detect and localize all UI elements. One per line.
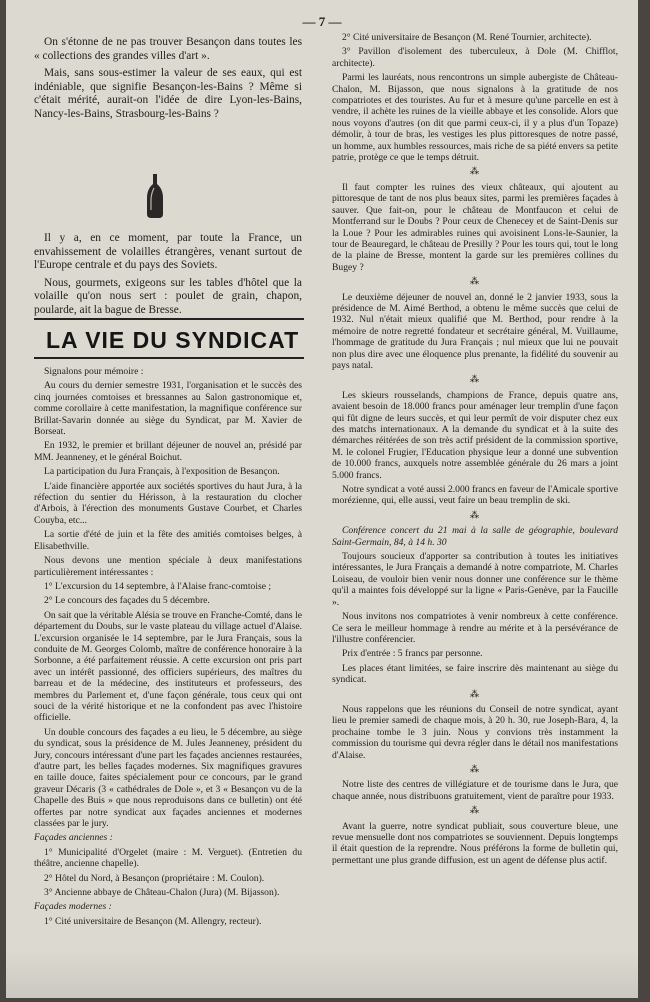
paragraph: 2° Le concours des façades du 5 décembre.	[44, 595, 210, 607]
paragraph: Les skieurs rousselands, champions de France, depuis quatre ans, avaient besoin de 18.000 francs pour aménager leur tremplin d'une façon qui fût digne de leurs succès, et qui leur permît de voir disputer chez eux des matchs internationaux. A la demande du syndicat et à la suite des démarches réitérées de son très actif président de la commission sportive, M. le colonel Frugier, l'Education physique leur a donné une subvention de 10.000 francs, auxquels notre assemblée générale du 26 mars a joint 5.000 francs.	[332, 389, 618, 481]
asterism-icon: ⁂	[470, 805, 480, 816]
page-number: — 7 —	[302, 14, 342, 29]
asterism-icon: ⁂	[470, 763, 480, 774]
paragraph: Signalons pour mémoire :	[44, 366, 144, 377]
paragraph: Il y a, en ce moment, par toute la France, un envahissement de volailles étrangères, venant surtout de l'Europe centrale et du pays des Soviets.	[34, 232, 302, 272]
paragraph: Parmi les lauréats, nous rencontrons un simple aubergiste de Château-Chalon, M. Bijasson, que nous signalons à la gratitude de nos compatriotes et des touristes. Au fur et à mesure qu'une parcelle en est à vendre, il achète les ruines de la vieille abbaye et les consolide. Alors que nous voyons d'autres (on dit que parmi ceux-ci, il y a plus d'un Topaze) démolir, à tour de bras, les vestiges les plus pittoresques de notre passé, un homme, aux humbles ressources, mais riche de sa piété envers sa petite patrie, protège ce que le temps détruit.	[332, 72, 618, 164]
paragraph: Nous invitons nos compatriotes à venir nombreux à cette conférence. Ce sera le meilleur hommage à rendre au mérite et à la persévérance de l'illustre conférencier.	[332, 611, 618, 645]
paragraph: Toujours soucieux d'apporter sa contribution à toutes les initiatives intéressantes, le Jura Français a demandé à notre compatriote, M. Charles Loiseau, de vouloir bien venir nous donner une conférence sur le thème qu'il a maintes fois développé sur la ligne « Paris-Genève, par la Faucille ».	[332, 551, 618, 608]
asterism-icon: ⁂	[470, 374, 480, 385]
list-item: 3° Ancienne abbaye de Château-Chalon (Jura) (M. Bijasson).	[44, 887, 280, 899]
paper-shadow	[6, 950, 638, 998]
list-item: 2° Hôtel du Nord, à Besançon (propriétaire : M. Coulon).	[44, 872, 265, 884]
newsletter-page	[6, 0, 638, 998]
subheading: Façades anciennes :	[34, 832, 113, 844]
paragraph: Avant la guerre, notre syndicat publiait, sous couverture bleue, une revue mensuelle dont nos compatriotes se souviennent. Depuis longtemps il était question de la reprendre. Nous préférons la forme de bulletin qui, permettant une plus grande diffusion, est un agent de défense plus actif.	[332, 820, 618, 866]
paragraph: Notre syndicat a voté aussi 2.000 francs en faveur de l'Amicale sportive morézienne, qui, elle aussi, veut faire un beau tremplin de ski.	[332, 484, 618, 507]
syndicat-column	[34, 366, 302, 930]
list-item: 3° Pavillon d'isolement des tuberculeux, à Dole (M. Chifflot, architecte).	[332, 46, 618, 69]
right-column	[332, 32, 618, 869]
bottle-ornament-icon	[142, 172, 168, 220]
left-column	[34, 36, 302, 126]
paragraph: En 1932, le premier et brillant déjeuner de nouvel an, présidé par MM. Jeanneney, et le général Boichut.	[34, 440, 302, 463]
paragraph: L'aide financière apportée aux sociétés sportives du haut Jura, à la réfection du sentier du Hérisson, à la restauration du clocher d'Arbois, à l'érection des monuments Gustave Courbet, et Charles Couyba, etc...	[34, 480, 302, 526]
paragraph: On s'étonne de ne pas trouver Besançon dans toutes les « collections des grandes villes d'art ».	[34, 36, 302, 62]
paragraph: On sait que la véritable Alésia se trouve en Franche-Comté, dans le département du Doubs, sur le vaste plateau du village actuel d'Alaise. L'excursion organisée le 14 septembre, par le Jura Français, sous la conduite de M. Georges Colomb, maître de conférence honoraire à la Sorbonne, a été parfaitement réussie. A cette excursion ont pris part avec un intérêt passionné, des officiers supérieurs, des maîtres du barreau et de la médecine, des instituteurs et professeurs, des membres du Parlement et, d'une façon générale, tous ceux qui ont souci de la vérité historique et ne la confondent pas avec l'histoire officielle.	[34, 609, 302, 724]
asterism-icon: ⁂	[470, 276, 480, 287]
paragraph: Un double concours des façades a eu lieu, le 5 décembre, au siège du syndicat, sous la présidence de M. Jules Jeanneney, président du Jury, concours intéressant d'une part les façades anciennes restaurées, d'autre part, les belles façades modernes. Six magnifiques gravures en taille douce, faites spécialement pour ce concours, par le grand graveur Décaris (3 « cathédrales de Dole », et 3 « Besançon vu de la Chapelle des Buis » que nous reproduisons dans ce bulletin) ont été offertes par notre syndicat aux façades anciennes et modernes classées par le jury.	[34, 726, 302, 830]
paragraph: Il faut compter les ruines des vieux châteaux, qui ajoutent au pittoresque de tant de nos plus beaux sites, parmi les premières façades à sauver. Que fait-on, pour le château de Montfaucon et celui de Montferrand sur le Doubs ? Pour ceux de Chenecey et de Saint-Denis sur la Loue ? Pour les admirables ruines qui avoisinent Lons-le-Saunier, la tour de Beauregard, le château de Presilly ? Pour les tours qui, tout le long de la plaine de Bresse, montent la garde sur les premières collines du Bugey ?	[332, 181, 618, 273]
volailles-block	[34, 232, 302, 322]
paragraph: Nous devons une mention spéciale à deux manifestations particulièrement intéressantes :	[34, 555, 302, 578]
asterism-icon: ⁂	[470, 509, 480, 520]
paragraph: Prix d'entrée : 5 francs par personne.	[342, 648, 483, 660]
paragraph: Le deuxième déjeuner de nouvel an, donné le 2 janvier 1933, sous la présidence de M. Aimé Berthod, a obtenu le même succès que celui de 1932. Nul n'était mieux qualifié que M. Berthod, pour rendre à la mémoire de notre regretté fondateur et secrétaire général, M. Vuillaume, l'hommage de gratitude du Jura Français ; nul mieux que lui ne pouvait non plus dire avec une éloquence plus prenante, la fidélité du souvenir au pays natal.	[332, 291, 618, 371]
asterism-icon: ⁂	[470, 166, 480, 177]
paragraph: Au cours du dernier semestre 1931, l'organisation et le succès des cinq journées comtoises et bressannes au Salon gastronomique et, comme corollaire à cette manifestation, la magnifique conférence sur Brillat-Savarin donnée au siège du Syndicat, par M. Xavier de Borseat.	[34, 380, 302, 438]
paragraph: Nous, gourmets, exigeons sur les tables d'hôtel que la volaille qu'on nous sert : poulet de grain, chapon, poularde, ait la bague de Bresse.	[34, 276, 302, 316]
section-rule-bottom	[34, 357, 304, 359]
paragraph: La sortie d'été de juin et la fête des amitiés comtoises belges, à Elisabethville.	[34, 529, 302, 552]
list-item: 1° Cité universitaire de Besançon (M. Allengry, recteur).	[44, 915, 262, 927]
paragraph: Mais, sans sous-estimer la valeur de ses eaux, qui est indéniable, que signifie Besançon-les-Bains ? Même si c'était mérité, aurait-on l'idée de dire Lyon-les-Bains, Nancy-les-Bains, Strasbourg-les-Bains ?	[34, 67, 302, 120]
conference-heading: Conférence concert du 21 mai à la salle de géographie, boulevard Saint-Germain, 84, à 14 h. 30	[332, 525, 618, 548]
paragraph: Les places étant limitées, se faire inscrire dès maintenant au siège du syndicat.	[332, 662, 618, 686]
list-item: 1° Municipalité d'Orgelet (maire : M. Verguet). (Entretien du théâtre, ancienne chapelle).	[34, 846, 302, 870]
paragraph: La participation du Jura Français, à l'exposition de Besançon.	[44, 466, 280, 478]
list-item: 2° Cité universitaire de Besançon (M. René Tournier, architecte).	[342, 32, 592, 43]
section-rule-top	[34, 318, 304, 320]
paragraph: 1° L'excursion du 14 septembre, à l'Alaise franc-comtoise ;	[44, 580, 272, 592]
section-title: LA VIE DU SYNDICAT	[46, 327, 300, 353]
asterism-icon: ⁂	[470, 688, 480, 699]
paragraph: Notre liste des centres de villégiature et de tourisme dans le Jura, que chaque année, nous distribuons gratuitement, vient de paraître pour 1933.	[332, 779, 618, 802]
paragraph: Nous rappelons que les réunions du Conseil de notre syndicat, ayant lieu le premier samedi de chaque mois, à 20 h. 30, rue Joseph-Bara, 4, la prochaine tombe le 3 juin. Nous y convions très instamment la commission du tourisme qui devra régler dans le détail nos manifestations d'Alaise.	[332, 703, 618, 761]
subheading: Façades modernes :	[34, 901, 112, 913]
